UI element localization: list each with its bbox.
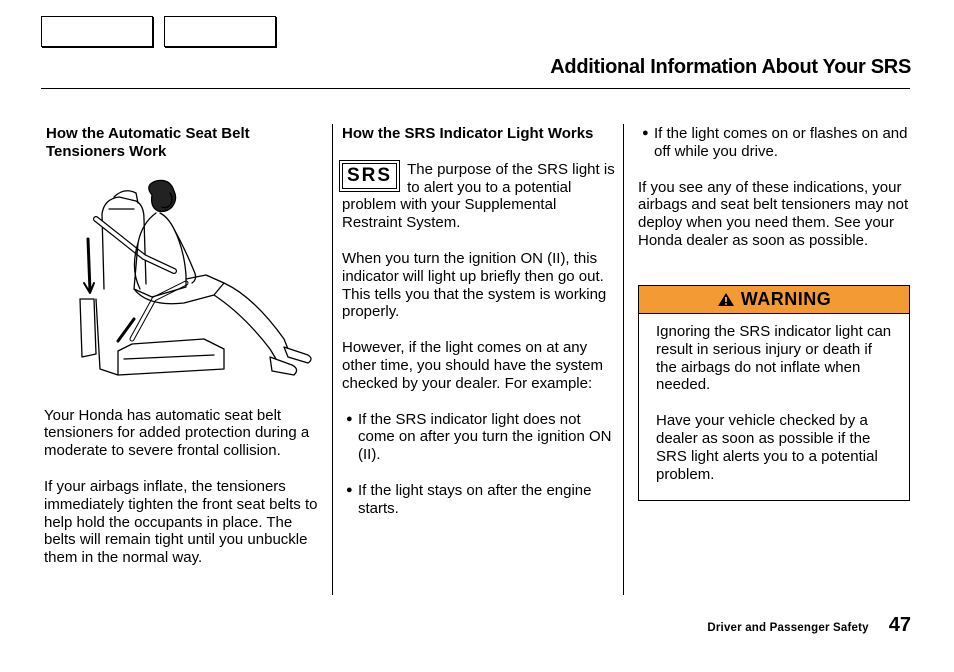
nav-button-next[interactable]	[164, 16, 276, 47]
warning-text: Ignoring the SRS indicator light can result in serious injury or death if the airbags do not inflate when needed.	[656, 323, 892, 394]
bullet-icon: ●	[642, 127, 649, 139]
page-title: Additional Information About Your SRS	[550, 56, 911, 78]
column-srs-indicator	[342, 125, 617, 536]
warning-triangle-icon	[717, 292, 735, 307]
seat-belt-illustration	[74, 179, 324, 389]
section-heading: How the Automatic Seat Belt Tensioners Work	[46, 125, 250, 160]
page-footer	[707, 614, 911, 637]
bullet-icon: ●	[346, 483, 353, 496]
list-item: ● If the light comes on or flashes on and off while you drive.	[642, 125, 908, 160]
section-name: Driver and Passenger Safety	[707, 622, 869, 634]
srs-indicator-icon: SRS	[342, 163, 397, 189]
list-item: ● If the light stays on after the engine starts.	[346, 481, 592, 517]
column-indications	[638, 125, 913, 268]
body-text: If you see any of these indications, your airbags and seat belt tensioners may not deploy when you need them. See your Honda dealer as soon as possible.	[638, 178, 909, 249]
warning-box	[638, 285, 910, 501]
list-item: ● If the SRS indicator light does not come on after you turn the ignition ON (II).	[346, 410, 612, 464]
column-divider	[623, 124, 624, 595]
column-seat-belt-tensioners	[44, 125, 319, 585]
page-number: 47	[888, 614, 911, 636]
bullet-icon: ●	[346, 412, 353, 425]
warning-header	[639, 286, 909, 314]
title-rule	[41, 88, 910, 89]
body-text: Your Honda has automatic seat belt tensioners for added protection during a moderate to severe frontal collision.	[44, 406, 310, 460]
nav-button-previous[interactable]	[41, 16, 153, 47]
section-heading: How the SRS Indicator Light Works	[342, 125, 594, 142]
body-text: If your airbags inflate, the tensioners immediately tighten the front seat belts to help hold the occupants in place. The belts will remain tight until you unbuckle them in the normal way.	[44, 477, 318, 567]
body-text: The purpose of the SRS light is to alert you to a potential problem with your Supplemental Restraint System.	[342, 160, 615, 232]
body-text: When you turn the ignition ON (II), this indicator will light up briefly then go out. This tells you that the system is working properly.	[342, 249, 607, 321]
warning-text: Have your vehicle checked by a dealer as soon as possible if the SRS light alerts you to a potential problem.	[656, 412, 878, 483]
body-text: However, if the light comes on at any other time, you should have the system checked by your dealer. For example:	[342, 339, 603, 392]
warning-label: WARNING	[740, 289, 832, 309]
column-divider	[332, 124, 333, 595]
